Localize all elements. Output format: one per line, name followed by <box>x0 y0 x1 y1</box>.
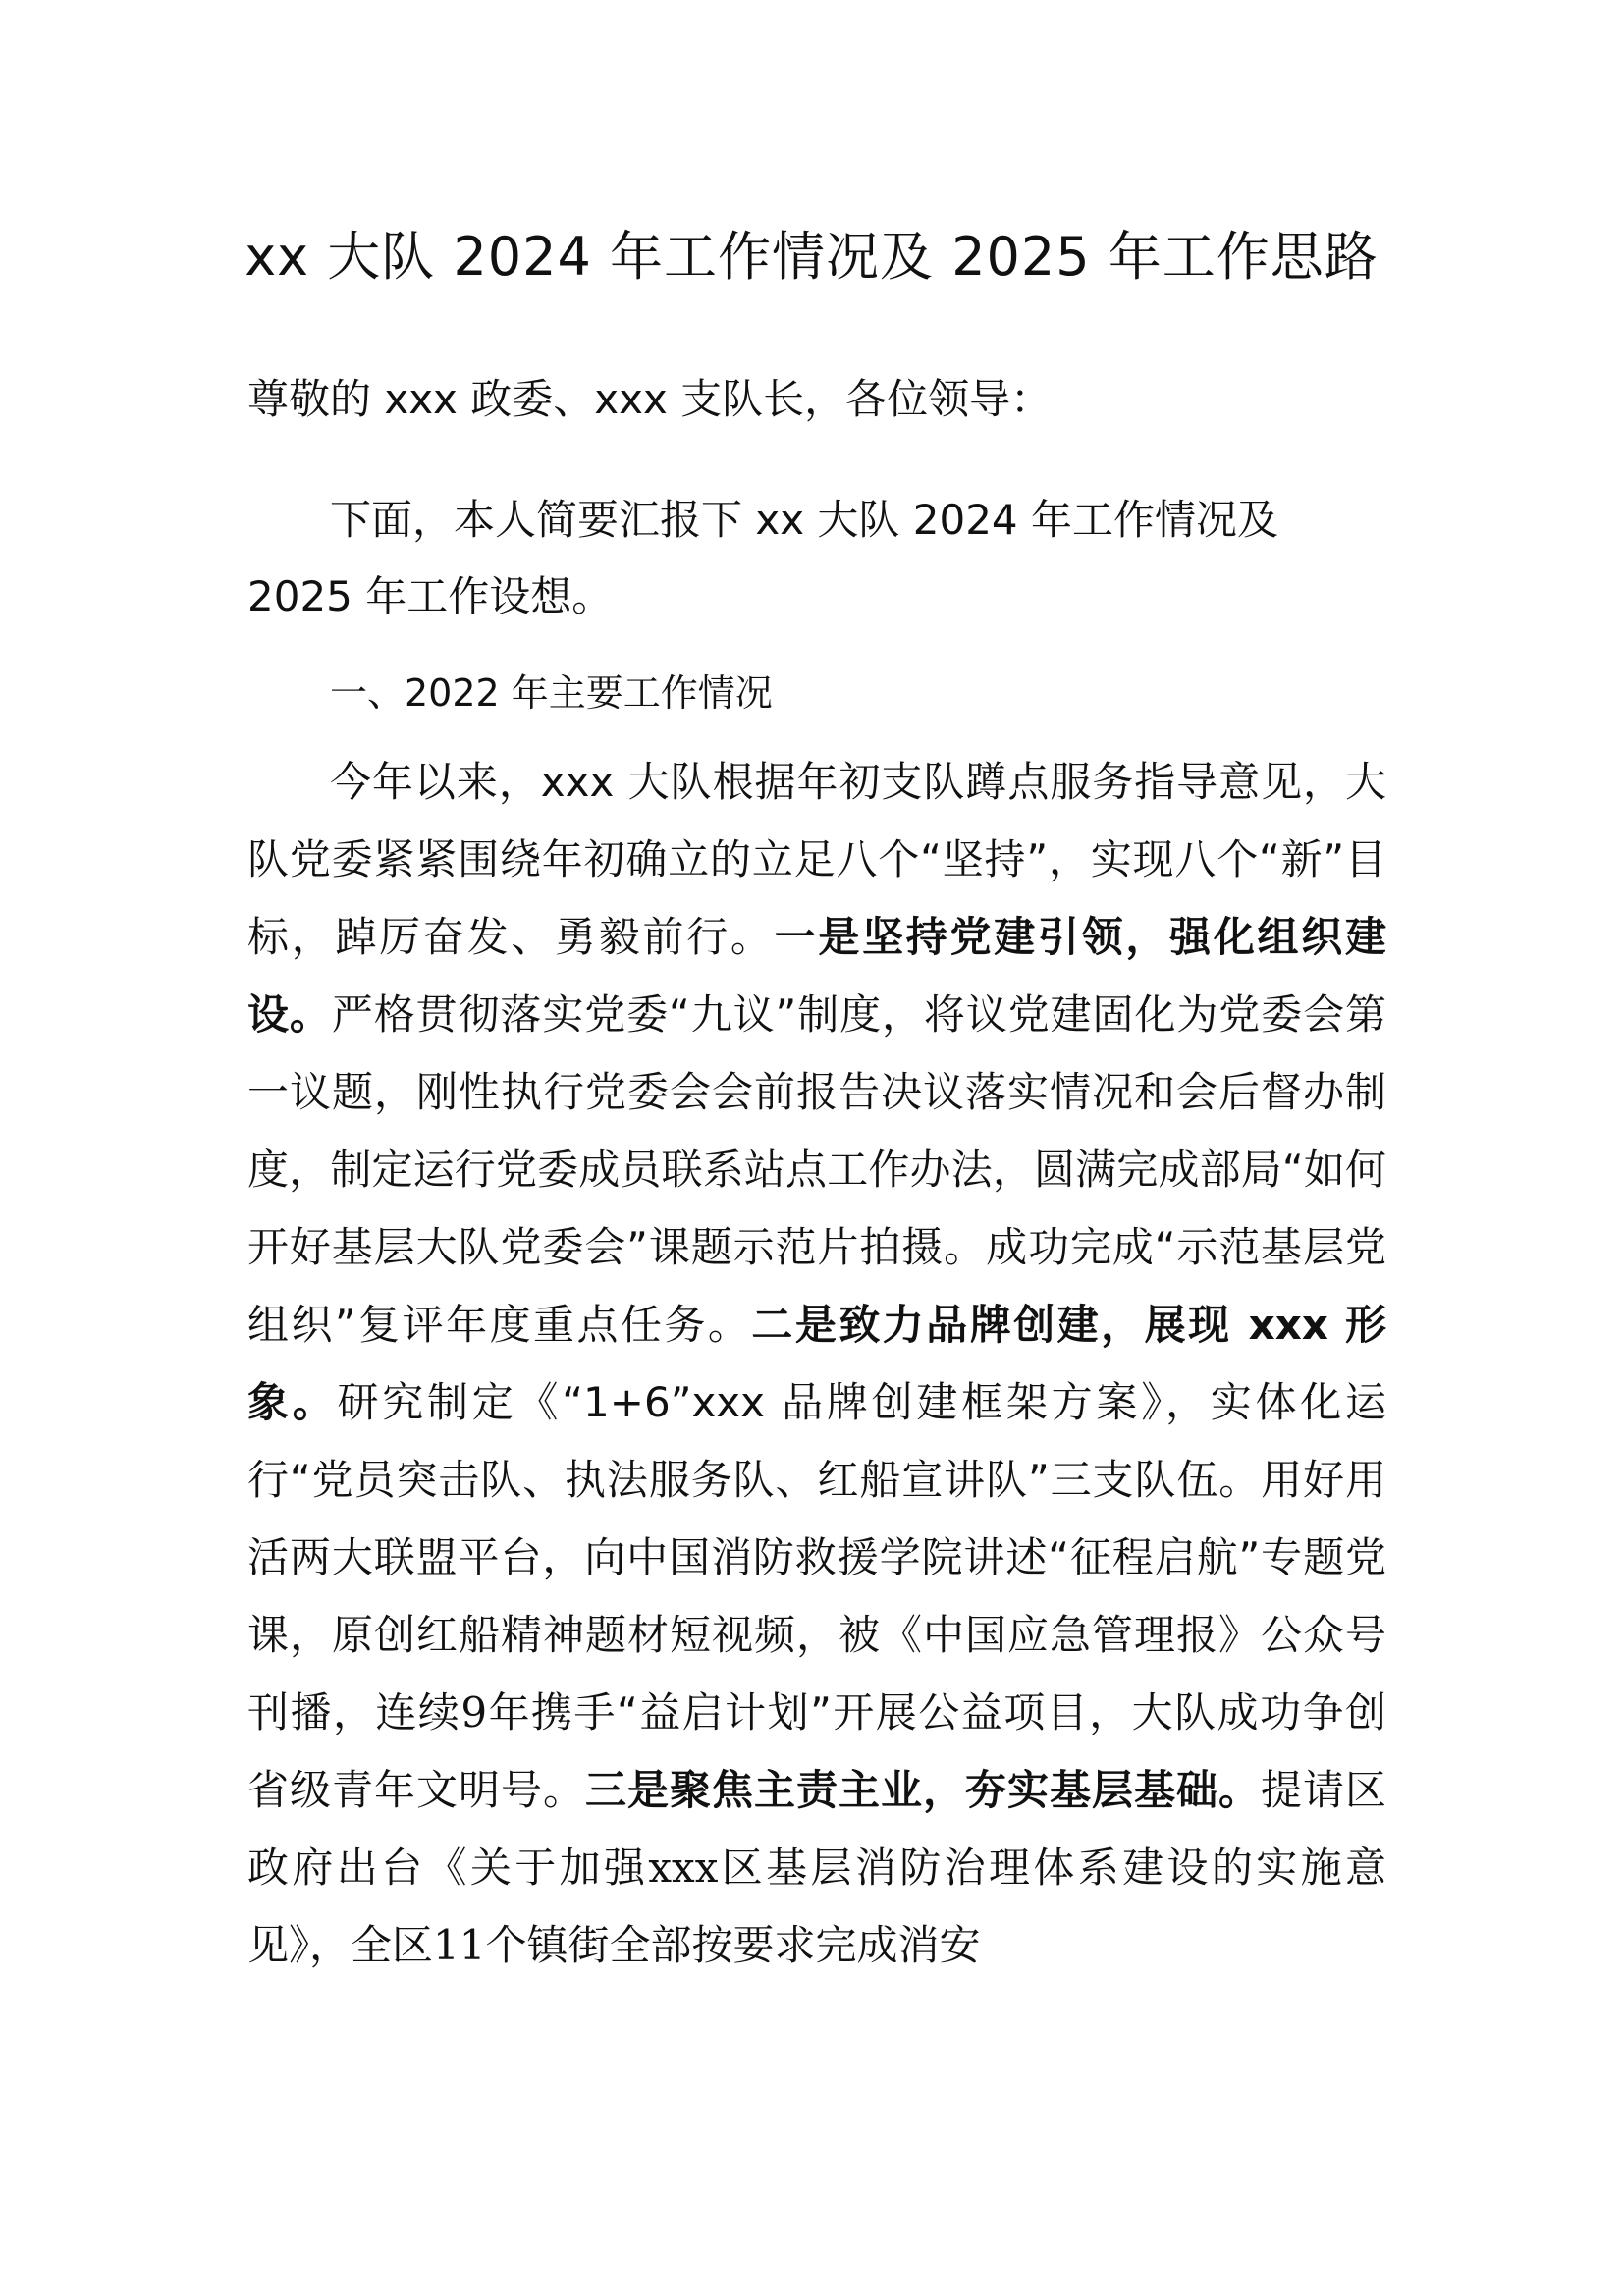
salutation: 尊敬的 xxx 政委、xxx 支队长，各位领导： <box>247 375 1053 423</box>
bold-point-2: 二是致力品牌创建，展现 xxx 形象。 <box>247 1301 1386 1426</box>
paragraph-number: 11 <box>433 1921 486 1969</box>
paragraph-text: 年携手“益启计划”开展公益项目，大队成功争创省级青年文明号。 <box>247 1688 1386 1814</box>
paragraph-number: xxx <box>648 1843 719 1892</box>
document-title: xx 大队 2024 年工作情况及 2025 年工作思路 <box>244 226 1379 288</box>
paragraph-text: 提请区政府出台《关于加强 <box>247 1766 1386 1892</box>
paragraph-text: 严格贯彻落实党委“九议”制度，将议党建固化为党委会第一议题，刚性执行党委会会前报告决议落实情况和会后督办制度，制定运行党委成员联系站点工作办法，圆满完成部局“如何开好基层大队党委会”课题示范片拍摄。成功完成“示范基层党组织”复评年度重点任务。 <box>247 990 1386 1349</box>
paragraph-text: 区基层消防治理体系建设的实施意见》，全区 <box>247 1843 1386 1969</box>
bold-point-3: 三是聚焦主责主业，夯实基层基础。 <box>585 1766 1261 1814</box>
bold-point-1: 一是坚持党建引领，强化组织建设。 <box>247 913 1386 1039</box>
paragraph-text: 今年以来，xxx 大队根据年初支队蹲点服务指导意见，大队党委紧紧围绕年初确立的立足八个“坚持”，实现八个“新”目标，踔厉奋发、勇毅前行。 <box>247 758 1386 961</box>
section-heading: 一、2022 年主要工作情况 <box>330 671 773 715</box>
intro-paragraph: 下面，本人简要汇报下 xx 大队 2024 年工作情况及 2025 年工作设想。 <box>247 496 1279 620</box>
paragraph-text: 研究制定《“1+6”xxx 品牌创建框架方案》，实体化运行“党员突击队、执法服务队、红船宣讲队”三支队伍。用好用活两大联盟平台，向中国消防救援学院讲述“征程启航”专题党课，原创红船精神题材短视频，被《中国应急管理报》公众号刊播，连续 <box>247 1378 1386 1736</box>
paragraph-text: 个镇街全部按要求完成消安 <box>485 1921 981 1969</box>
paragraph-number: 9 <box>460 1688 488 1736</box>
work-summary-paragraph <box>247 743 1386 1984</box>
